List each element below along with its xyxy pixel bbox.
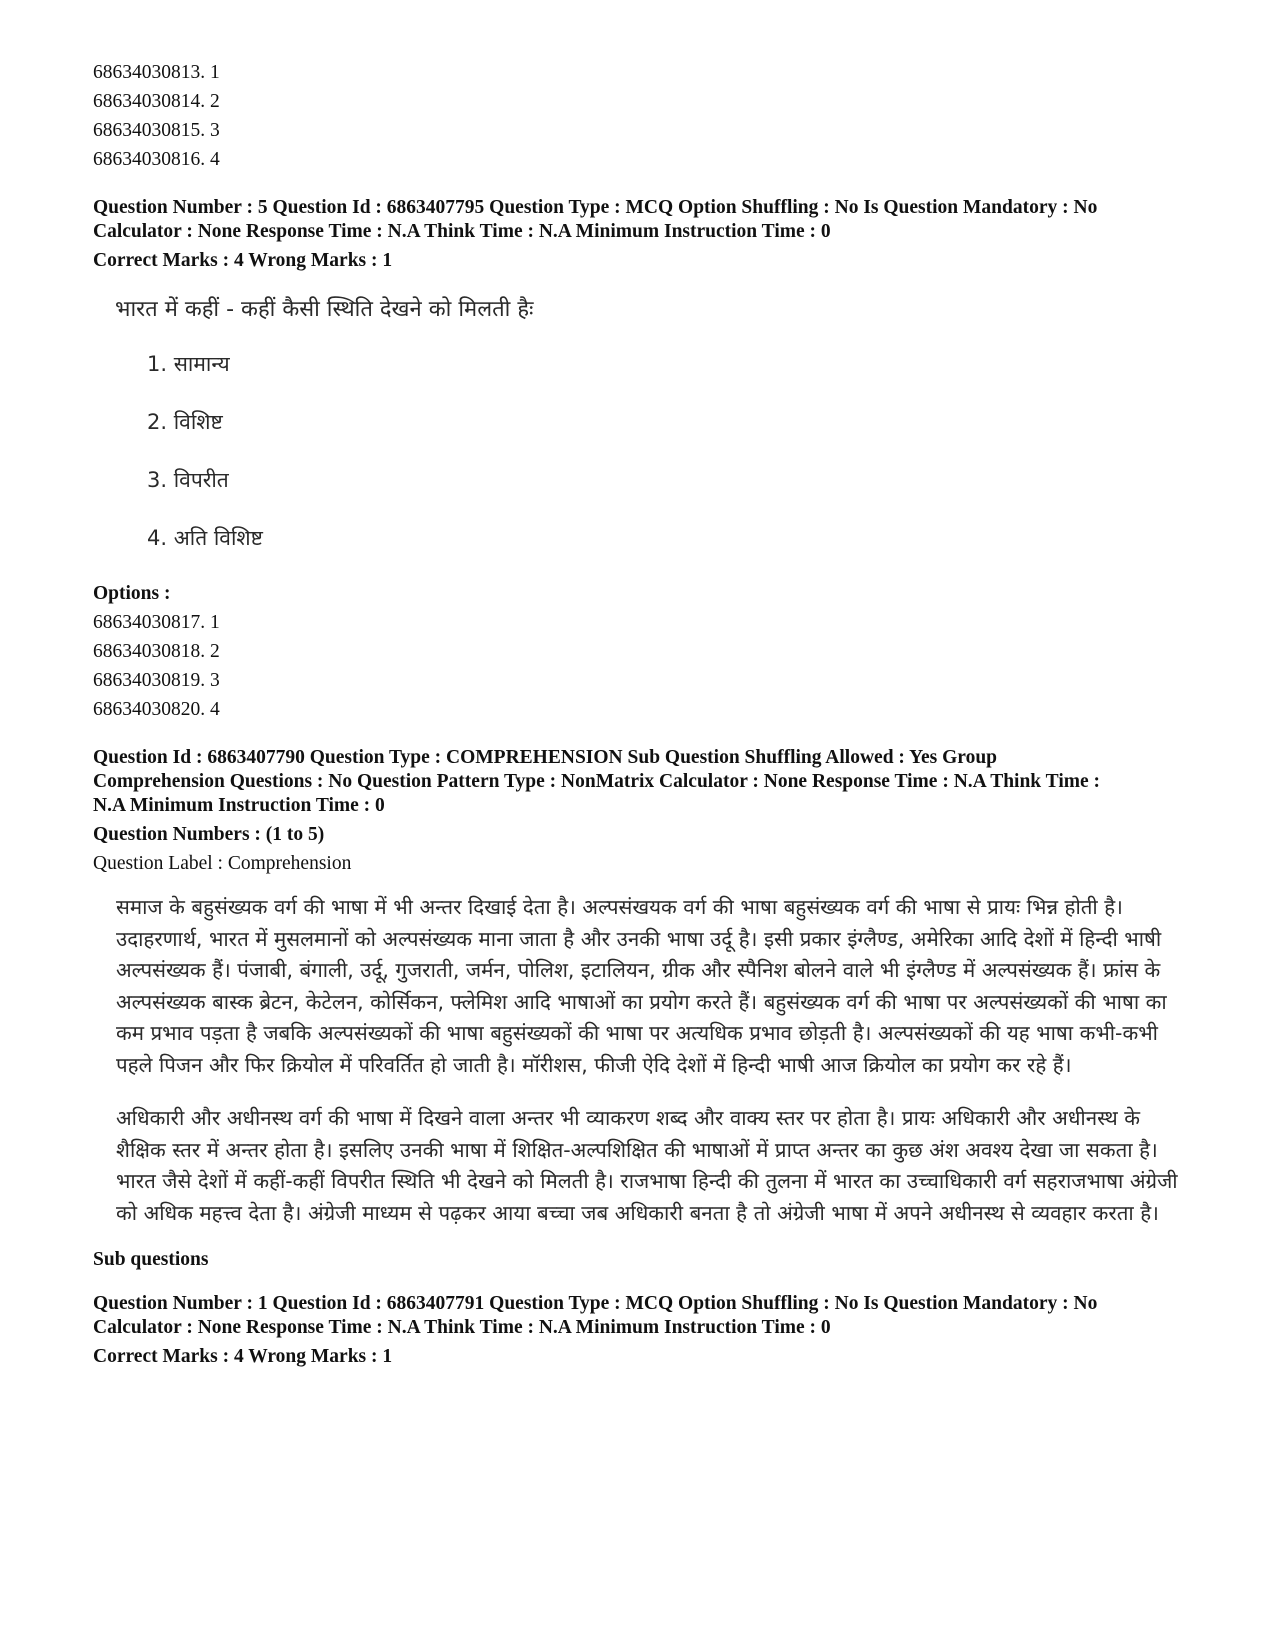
question-numbers: Question Numbers : (1 to 5) (93, 824, 325, 845)
question-choice: 4. अति विशिष्ट (147, 526, 263, 550)
question-choice: 1. सामान्य (147, 352, 230, 376)
comprehension-header: Question Id : 6863407790 Question Type : COMPREHENSION Sub Question Shuffling Allowed : Yes Group (93, 747, 998, 768)
passage-paragraph: समाज के बहुसंख्यक वर्ग की भाषा में भी अन्तर दिखाई देता है। अल्पसंखयक वर्ग की भाषा बहुसंख्यक वर्ग की भाषा से प्रायः भिन्न होती है। उदाहरणार्थ, भारत में मुसलमानों को अल्पसंख्यक माना जाता है और उनकी भाषा उर्दू है। इसी प्रकार इंग्लैण्ड, अमेरिका आदि देशों में हिन्दी भाषी अल्पसंख्यक हैं। पंजाबी, बंगाली, उर्दू, गुजराती, जर्मन, पोलिश, इटालियन, ग्रीक और स्पैनिश बोलने वाले भी इंग्लैण्ड में अल्पसंख्यक हैं। फ्रांस के अल्पसंख्यक बास्क ब्रेटन, केटेलन, कोर्सिकन, फ्लेमिश आदि भाषाओं का प्रयोग करते हैं। बहुसंख्यक वर्ग की भाषा पर अल्पसंख्यकों की भाषा का कम प्रभाव पड़ता है जबकि अल्पसंख्यकों की भाषा बहुसंख्यकों की भाषा पर अत्यधिक प्रभाव छोड़ती है। अल्पसंख्यकों की यह भाषा कभी-कभी पहले पिजन और फिर क्रियोल में परिवर्तित हो जाती है। मॉरीशस, फीजी ऐदि देशों में हिन्दी भाषी आज क्रियोल का प्रयोग कर रहे हैं। (116, 895, 1167, 1077)
comprehension-passage (116, 892, 1186, 1229)
question-stem: भारत में कहीं - कहीं कैसी स्थिति देखने को मिलती हैः (115, 297, 534, 322)
option-line: 68634030817. 1 (93, 612, 220, 633)
question-header: Question Number : 1 Question Id : 6863407791 Question Type : MCQ Option Shuffling : No Is Question Mandatory : No (93, 1293, 1098, 1314)
option-line: 68634030819. 3 (93, 670, 220, 691)
option-line: 68634030815. 3 (93, 120, 220, 141)
document-page (93, 58, 1183, 1371)
option-line: 68634030820. 4 (93, 699, 220, 720)
question-marks: Correct Marks : 4 Wrong Marks : 1 (93, 250, 393, 271)
option-line: 68634030813. 1 (93, 62, 220, 83)
question-header: Question Number : 5 Question Id : 6863407795 Question Type : MCQ Option Shuffling : No Is Question Mandatory : No (93, 197, 1098, 218)
options-label: Options : (93, 583, 171, 604)
question-choice: 3. विपरीत (147, 468, 229, 492)
question-marks: Correct Marks : 4 Wrong Marks : 1 (93, 1346, 393, 1367)
option-line: 68634030816. 4 (93, 149, 220, 170)
question-label: Question Label : Comprehension (93, 853, 352, 874)
sub-questions-heading: Sub questions (93, 1249, 209, 1270)
question-choice: 2. विशिष्ट (147, 410, 223, 434)
passage-paragraph: अधिकारी और अधीनस्थ वर्ग की भाषा में दिखने वाला अन्तर भी व्याकरण शब्द और वाक्य स्तर पर होता है। प्रायः अधिकारी और अधीनस्थ के शैक्षिक स्तर में अन्तर होता है। इसलिए उनकी भाषा में शिक्षित-अल्पशिक्षित की भाषाओं में प्राप्त अन्तर का कुछ अंश अवश्य देखा जा सकता है। भारत जैसे देशों में कहीं-कहीं विपरीत स्थिति भी देखने को मिलती है। राजभाषा हिन्दी की तुलना में भारत का उच्चाधिकारी वर्ग सहराजभाषा अंग्रेजी को अधिक महत्त्व देता है। अंग्रेजी माध्यम से पढ़कर आया बच्चा जब अधिकारी बनता है तो अंग्रेजी भाषा में अपने अधीनस्थ से व्यवहार करता है। (116, 1106, 1178, 1225)
question-header: Calculator : None Response Time : N.A Think Time : N.A Minimum Instruction Time : 0 (93, 221, 831, 242)
comprehension-header: N.A Minimum Instruction Time : 0 (93, 795, 385, 816)
comprehension-header: Comprehension Questions : No Question Pattern Type : NonMatrix Calculator : None Response Time : N.A Think Time : (93, 771, 1101, 792)
option-line: 68634030818. 2 (93, 641, 220, 662)
question-header: Calculator : None Response Time : N.A Think Time : N.A Minimum Instruction Time : 0 (93, 1317, 831, 1338)
option-line: 68634030814. 2 (93, 91, 220, 112)
